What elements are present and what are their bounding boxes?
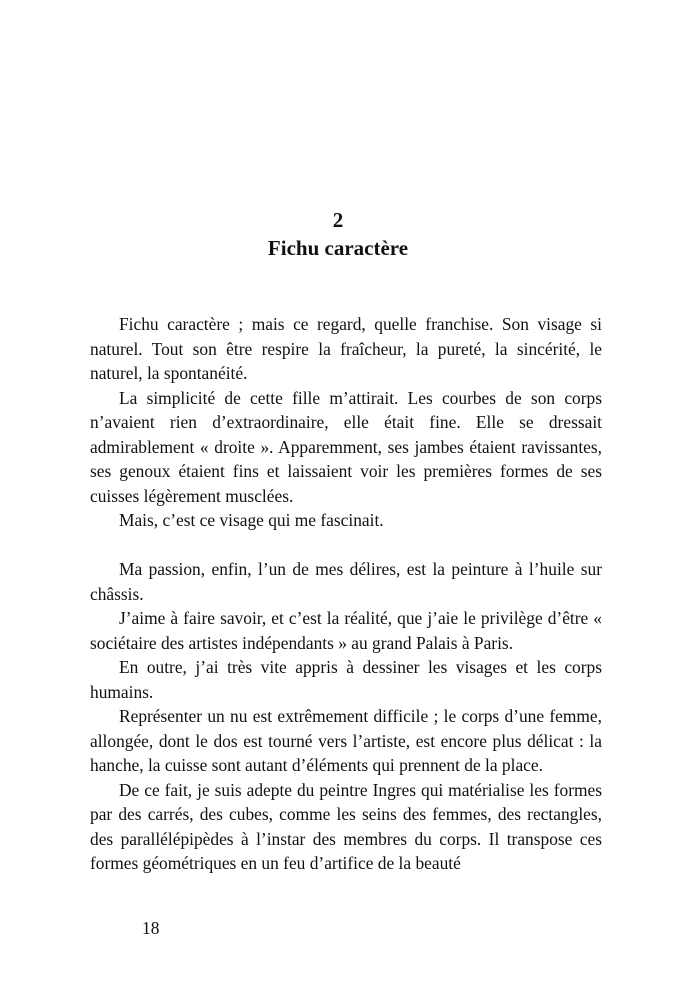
paragraph: La simplicité de cette fille m’attirait. Les courbes de son corps n’avaient rien d’extraordinaire, elle était fine. Elle se dressait admirablement « droite ». Apparemment, ses jambes étaient ravissantes, ses genoux étaient fins et laissaient voir les premières formes de ses cuisses légèrement musclées.	[90, 387, 602, 506]
chapter-number: 2	[332, 208, 344, 232]
paragraph: Mais, c’est ce visage qui me fascinait.	[119, 510, 384, 530]
paragraph: J’aime à faire savoir, et c’est la réalité, que j’aie le privilège d’être « sociétaire des artistes indépendants » au grand Palais à Paris.	[90, 608, 602, 653]
chapter-title: Fichu caractère	[267, 236, 409, 260]
paragraph: Représenter un nu est extrêmement difficile ; le corps d’une femme, allongée, dont le dos est tourné vers l’artiste, est encore plus délicat : la hanche, la cuisse sont autant d’éléments qui prennent de la place.	[90, 706, 602, 775]
paragraph: Ma passion, enfin, l’un de mes délires, est la peinture à l’huile sur châssis.	[90, 559, 602, 604]
paragraph: Fichu caractère ; mais ce regard, quelle franchise. Son visage si naturel. Tout son être respire la fraîcheur, la pureté, la sincérité, le naturel, la spontanéité.	[90, 314, 602, 383]
page-number: 18	[142, 918, 160, 938]
body-text	[90, 312, 602, 876]
paragraph: De ce fait, je suis adepte du peintre Ingres qui matérialise les formes par des carrés, des cubes, comme les seins des femmes, des rectangles, des parallélépipèdes à l’instar des membres du corps. Il transpose ces formes géométriques en un feu d’artifice de la beauté	[90, 779, 602, 873]
paragraph: En outre, j’ai très vite appris à dessiner les visages et les corps humains.	[90, 657, 602, 702]
section-break	[90, 533, 602, 558]
